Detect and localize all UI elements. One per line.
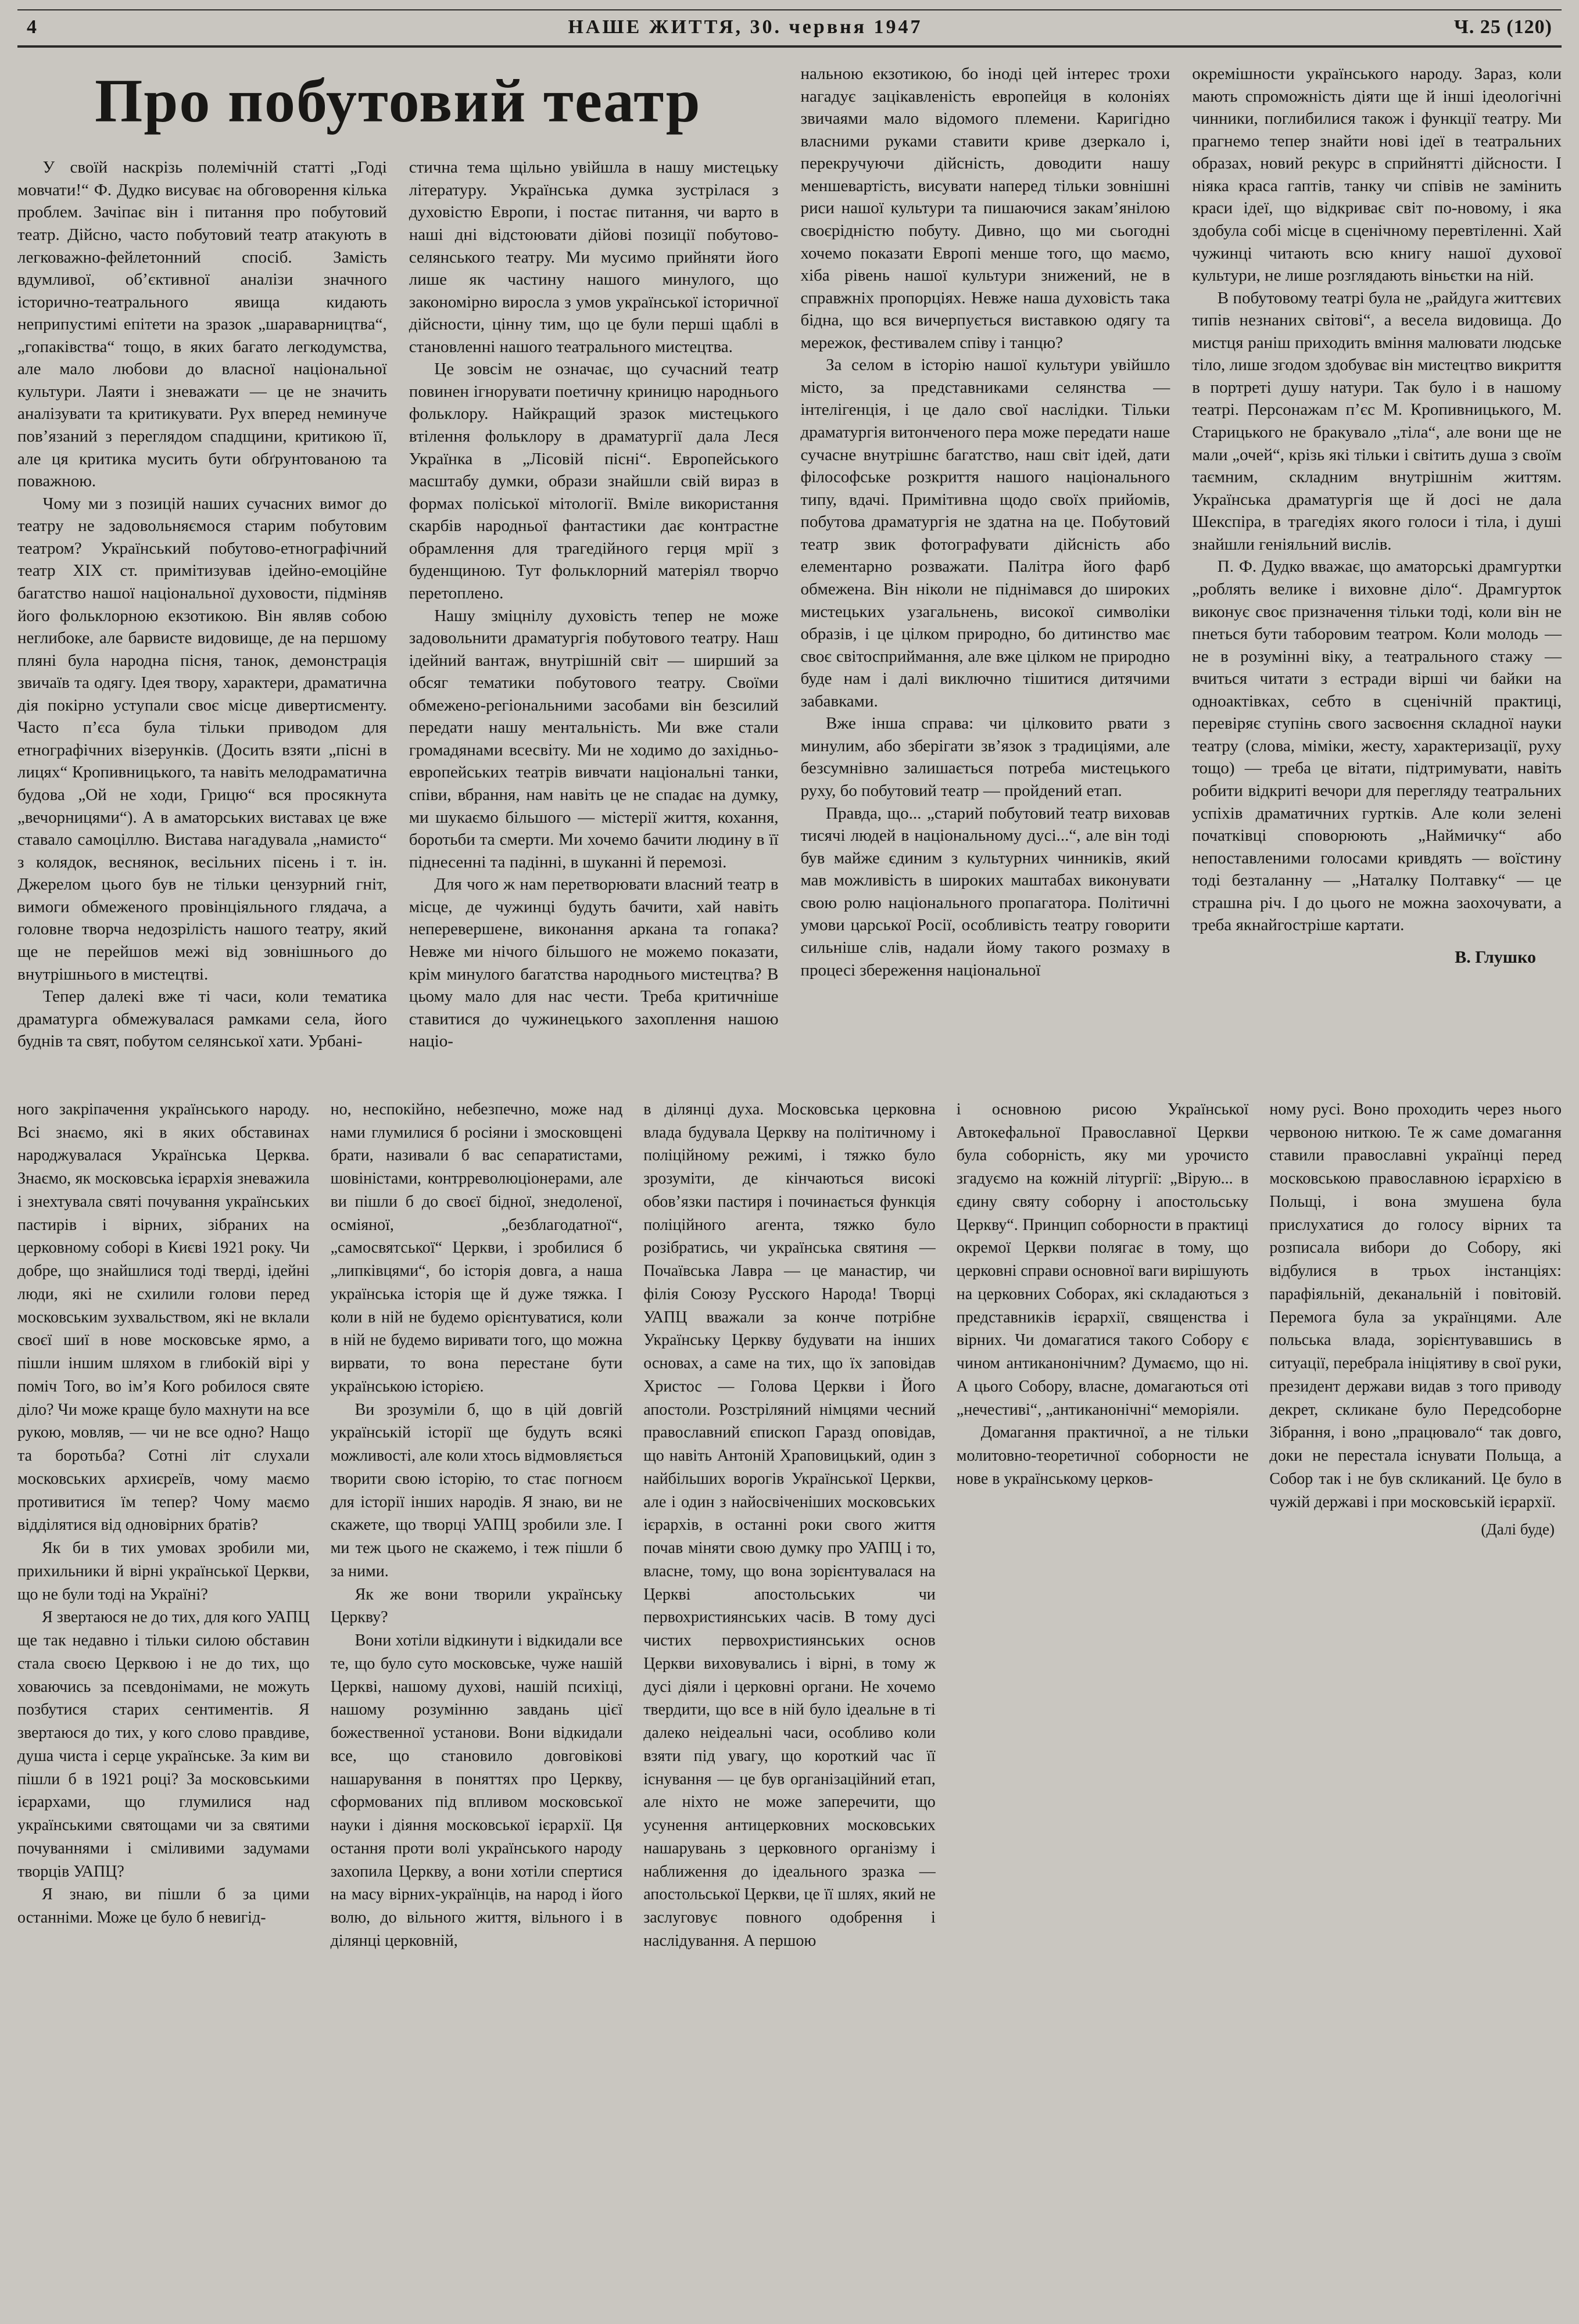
paragraph: Чому ми з позицій наших сучасних вимог до театру не задовольняємося старим побутовим театром? Український побутово-етнографічний театр XIX ст. примітизував ідейно-емоційне багатство нашої національної духовости, підміняв його фольклорною екзотикою. Він являв собою неглибоке, але барвисте видовище, де на першому пляні була народна пісня, танок, демонстрація звичаїв та одягу. Ідея твору, характери, драматична дія покірно уступали своє місце дивертисменту. Часто п’єса була тільки приводом для етнографічних візерунків. (Досить взяти „пісні в лицях“ Кропивницького, та навіть мелодраматична будова „Ой не ходи, Грицю“ вся просякнута „вечорницями“). А в аматорських виставах це вже ставало самоціллю. Вистава нагадувала „намисто“ з колядок, веснянок, весільних пісень і т. ін. Джерелом цього був не тільки цензурний гніт, вимоги обмеженого провінціяльного глядача, а головне творча недозрілість нашого театру, який ще не перейшов межі від зовнішнього до внутрішнього в мистецтві.	[17, 494, 387, 984]
paragraph: Тепер далекі вже ті часи, коли тематика драматурга обмежувалася рамками села, його буднів та свят, побутом селянської хати. Урбані-	[17, 987, 387, 1051]
second-article	[17, 1098, 1562, 1953]
article-column	[331, 1098, 623, 1953]
column-text	[801, 63, 1170, 981]
column-text	[1192, 63, 1562, 937]
paragraph: Для чого ж нам перетворювати власний театр в місце, де чужинці будуть бачити, хай навіть неперевершене, виконання аркана та гопака? Невже ми нічого більшого не можемо показати, крім минулого багатства народнього мистецтва? В цьому мало для нас чести. Треба критичніше ставитися до чужинецького захоплення нашою націо-	[409, 875, 779, 1051]
column-text	[1269, 1098, 1562, 1514]
paragraph: За селом в історію нашої культури увійшло місто, за представниками селянства — інтелігенція, і це дало свої наслідки. Тільки драматургія витонченого пера може передати наше сучасне внутрішнє багатство, наш світ ідей, дати філософське розкриття нашого національного типу, вдачі. Примітивна щодо своїх прийомів, побутова драматургія не здатна на це. Побутовий театр звик фотографувати дійсність або елементарно розважати. Палітра його фарб обмежена. Він ніколи не піднімався до широких мистецьких узагальнень, високої символіки образів, і це цілком природно, бо дитинство має своє світосприймання, але вже цілком не природно буде нам і далі виключно тішитися дитячими забавками.	[800, 356, 1170, 711]
paragraph: нальною екзотикою, бо іноді цей інтерес трохи нагадує зацікавленість европейця в колоніях звичаями мало відомого племени. Каригідно власними руками ставити криве дзеркало і, перекручуючи дійсність, доводити нашу меншевартість, висувати наперед тільки зовнішні риси нашої культури та пишаючися закам’янілою своєрідністю побуту. Дивно, що ми сьогодні хочемо показати Европі менше того, що маємо, хіба рівень нашої культури знижений, не в справжніх пропорціях. Невже наша духовість така бідна, що вся вичерпується виставкою одягу та мережок, фестивалем співу і танцю?	[800, 64, 1170, 352]
column-text	[643, 1098, 936, 1953]
column-text	[331, 1098, 623, 1953]
paragraph: Домагання практичної, а не тільки молитовно-теоретичної соборности не нове в українському церков-	[956, 1423, 1249, 1488]
column-text	[17, 156, 387, 1053]
paragraph: Вони хотіли відкинути і відкидали все те, що було суто московське, чуже нашій Церкві, нашому духові, нашій психіці, нашому розумінню завдань цієї божественної установи. Вони відкидали все, що становило довговікові нашарування в поняттях про Церкву, сформованих під впливом московської науки і діяння московської ієрархії. Ця остання проти волі українського народу захопила Церкву, а вони хотіли спертися на масу вірних-українців, на народ і його волю, до вільного життя, вільного і в ділянці церковній,	[330, 1631, 623, 1950]
article-column	[17, 156, 387, 1053]
paragraph: В побутовому театрі була не „райдуга життєвих типів незнаних світові“, а весела видовища. До мистця раніш приходить вміння малювати людське тіло, лише згодом здобуває він мистецтво викриття в портреті душу натури. Так було і в нашому театрі. Персонажам п’єс М. Кропивницького, М. Старицького не бракувало „тіла“, але вони ще не мали „очей“, крізь які тільки і світить душа з своїм таємним, складним внутрішнім життям. Українська драматургія ще й досі не дала Шекспіра, в трагедіях якого голоси і тіла, і душі знайшли геніяльний вислів.	[1192, 288, 1562, 554]
paragraph: П. Ф. Дудко вважає, що аматорські драмгуртки „роблять велике і виховне діло“. Драмгурток виконує своє призначення тільки тоді, коли він не пнеться бути таборовим театром. Коли молодь — не в розумінні віку, а театрального стажу — вчиться читати з естради вірші чи байки на одноактівках, себто в сценічній практиці, перевіряє ступінь свого засвоєння складної науки театру (слова, міміки, жесту, характеризації, руху тощо) — треба це вітати, підтримувати, навіть робити відкриті вечори для перегляду театральних успіхів драматичних гуртків. Але коли зелені початківці споворюють „Наймичку“ або непоставленими голосами кривдять — воїстину тоді безталанну — „Наталку Полтавку“ — це страшна річ. І до цього не можна заохочувати, а треба якнайгостріше картати.	[1192, 557, 1562, 935]
article-column	[801, 63, 1170, 981]
lead-article-left-half	[17, 63, 779, 1053]
page-header	[17, 9, 1562, 48]
paragraph: в ділянці духа. Московська церковна влада будувала Церкву на політичному і поліційному режимі, і тяжко було зрозуміти, де кінчаються високі обов’язки пастиря і починається функція поліційного агента, тяжко було розібратись, чи українська святиня — Почаївська Лавра — це манастир, чи філія Союзу Русского Народа! Творці УАПЦ вважали за конче потрібне Українську Церкву будувати на інших основах, а саме на тих, що їх заповідав Христос — Голова Церкви і Його апостоли. Розстріляний німцями чесний православний єпископ Гаразд оповідав, що навіть Антоній Храповицький, один з найбільших ворогів Української Церкви, але і один з найосвіченіших московських ієрархів, в останні роки свого життя почав міняти свою думку про УАПЦ і то, власне, тому, що вона зорієнтувалася на Церкві апостольських чи первохристиянських часів. В тому дусі чистих первохристиянських основ Церкви виховувались і вірні, в тому ж дусі діяли і церковні органи. Не хочемо твердити, що все в ній було ідеальне в ті далеко неідеальні часи, особливо коли взяти під увагу, що короткий час її існування — це був організаційний етап, але ніхто не може заперечити, що усунення антицерковних московських нашарувань з церковного організму і наближення до ідеального зразка — апостольської Церкви, це її шлях, який не заслуговує повного одобрення і наслідування. А першою	[643, 1100, 936, 1950]
paragraph: Я знаю, ви пішли б за цими останніми. Може це було б невигід-	[17, 1885, 310, 1927]
paragraph: Я звертаюся не до тих, для кого УАПЦ ще так недавно і тільки силою обставин стала своєю Церквою і не до тих, що ховаючись за псевдонімами, не можуть позбутися старих сентиментів. Я звертаюся до тих, у кого слово правдиве, душа чиста і серце українське. За ким ви пішли б в 1921 році? За московськими ієрархами, що глумилися над українськими святощами чи за святими почуваннями і сміливими задумами творців УАПЦ?	[17, 1608, 310, 1881]
article-column	[1192, 63, 1562, 981]
paragraph: Правда, що... „старий побутовий театр виховав тисячі людей в національному дусі...“, але він тоді був майже єдиним з культурних чинників, який мав можливість в широких маштабах виконувати свою ролю національного пропагатора. Політичні умови царської Росії, особливість театру говорити сильніше слів, надали йому такого розмаху в процесі збереження національної	[800, 804, 1170, 980]
column-text	[957, 1098, 1249, 1491]
issue-number: Ч. 25 (120)	[1453, 16, 1552, 38]
lead-article	[17, 48, 1562, 1053]
paragraph: стична тема щільно увійшла в нашу мистецьку літературу. Українська думка зустрілася з духовістю Европи, і постає питання, чи варто в наші дні відстоювати дійові позиції побутово-селянського театру. Ми мусимо прийняти його лише як частину нашого минулого, що закономірно виросла з умов української історичної дійсности, цінну тим, що це були перші щаблі в становленні нашого театрального мистецтва.	[409, 158, 779, 356]
column-text	[17, 1098, 310, 1930]
article-column	[409, 156, 779, 1053]
paragraph: окремішности українського народу. Зараз, коли мають спроможність діяти ще й інші ідеологічні чинники, поглибилися також і функції театру. Ми прагнемо тепер знайти нові ідеї в театральних образах, новий рекурс в сприйнятті дійсности. І ніяка краса гаптів, танку чи співів не замінить краси ідеї, що відкриває світ по-новому, і яка здобула собі місце в сценічному перевтіленні. Хай чужинці читають всю книгу нашої духової культури, не лише розглядають віньєтки на ній.	[1192, 64, 1562, 285]
page-number: 4	[27, 16, 37, 38]
paragraph: Вже інша справа: чи цілковито рвати з минулим, або зберігати зв’язок з традиціями, але безсумнівно залишається потреба мистецького руху, бо побутовий театр — пройдений етап.	[800, 714, 1170, 800]
continuation-note: (Далі буде)	[1481, 1520, 1555, 1538]
paragraph: Як би в тих умовах зробили ми, прихильники й вірні української Церкви, що не були тоді на Україні?	[17, 1539, 310, 1604]
paragraph: но, неспокійно, небезпечно, може над нами глумилися б росіяни і змосковщені брати, називали б вас сепаратистами, шовіністами, контрреволюціонерами, але ви пішли б до своєї бідної, знедоленої, осміяної, „безблагодатної“, „самосвятської“ Церкви, і зробилися б „липківцями“, бо історія довга, а наша українська історія ще й дуже тяжка. І коли в ній не будемо орієнтуватися, коли в ній не будемо виривати того, що можна вирвати, то вона перестане бути українською історією.	[330, 1100, 623, 1396]
paragraph: Як же вони творили українську Церкву?	[330, 1585, 623, 1627]
paragraph: У своїй наскрізь полемічній статті „Годі мовчати!“ Ф. Дудко висуває на обговорення кілька проблем. Зачіпає він і питання про побутовий театр. Дійсно, часто побутовий театр атакують в легковажно-фейлетонний спосіб. Замість вдумливої, об’єктивної аналізи значного історично-театрального явища кидають неприпустимі епітети на зразок „шараварництва“, „гопаківства“ тощо, в яких багато легкодумства, але мало любови до власної національної культури. Лаяти і зневажати — це не значить аналізувати та критикувати. Рух вперед неминуче пов’язаний з переглядом спадщини, критикою її, але ця критика мусить бути обґрунтованою та поважною.	[17, 158, 387, 491]
paragraph: і основною рисою Української Автокефальної Православної Церкви була соборність, яку ми урочисто згадуємо на кожній літургії: „Вірую... в єдину святу соборну і апостольську Церкву“. Принцип соборности в практиці окремої Церкви полягає в тому, що церковні справи основної ваги вирішують на церковних Соборах, які складаються з представників ієрархії, священства і вірних. Чи домагатися такого Собору є чином антиканонічним? Думаємо, що ні. А цього Собору, власне, домагаються оті „нечестиві“, „антиканонічні“ меморіяли.	[956, 1100, 1249, 1419]
article-column	[957, 1098, 1249, 1953]
masthead: НАШЕ ЖИТТЯ, 30. червня 1947	[568, 16, 923, 38]
paragraph: Ви зрозуміли б, що в цій довгій українській історії ще будуть всякі можливості, але коли хтось відмовляється творити свою історію, то стає погноєм для історії інших народів. Я знаю, ви не скажете, що творці УАПЦ зробили зле. І ми теж цього не скажемо, і теж пішли б за ними.	[330, 1400, 623, 1580]
author-signature: В. Глушко	[1455, 947, 1536, 967]
headline: Про побутовий театр	[94, 67, 701, 135]
column-text	[409, 156, 779, 1053]
paragraph: Це зовсім не означає, що сучасний театр повинен ігнорувати поетичну криницю народнього фольклору. Найкращий зразок мистецького втілення фольклору в драматургії дала Леся Українка в „Лісовій пісні“. Европейського масштабу думки, образи знайшли свій вираз в формах поліської мітології. Вміле використання скарбів народньої фантастики дає контрастне обрамлення для трагедійного герця мрії з буденщиною. Тут фольклорний матеріял творчо перетоплено.	[409, 360, 779, 602]
paragraph: ному русі. Воно проходить через нього червоною ниткою. Те ж саме домагання ставили православні українці перед московською православною ієрархією в Польщі, і вона змушена була прислухатися до голосу вірних та розписала вибори до Собору, які відбулися в трьох інстанціях: парафіяльній, деканальній і повітовій. Перемога була за українцями. Але польська влада, зорієнтувавшись в ситуації, перебрала ініціятиву в свої руки, президент держави видав з того приводу декрет, скликане було Передсоборне Зібрання, і воно „працювало“ так довго, доки не перестала існувати Польща, а Собор так і не був скликаний. Це було в чужій державі і при московській ієрархії.	[1269, 1100, 1562, 1511]
article-column	[17, 1098, 310, 1953]
paragraph: ного закріпачення українського народу. Всі знаємо, які в яких обставинах народжувалася Українська Церква. Знаємо, як московська ієрархія зневажила і знехтувала святі почування українських пастирів і вірних, зібраних на церковному соборі в Києві 1921 року. Чи добре, що знайшлися тоді тверді, ідейні люди, які не схилили голови перед московським зухвальством, які не вклали своєї шиї в нове московське ярмо, а пішли іншим шляхом в глибокій вірі у поміч Того, во ім’я Кого робилося святе діло? Чи може краще було махнути на все рукою, мовляв, — чи не все одно? Нащо та боротьба? Сотні літ слухали московських архиєреїв, чому маємо противитися їм тепер? Чому маємо відділятися від одновірних братів?	[17, 1100, 310, 1534]
article-column	[643, 1098, 936, 1953]
lead-article-right-half	[801, 63, 1562, 1053]
article-column	[1269, 1098, 1562, 1953]
paragraph: Нашу зміцнілу духовість тепер не може задовольнити драматургія побутового театру. Наш ідейний вантаж, внутрішній світ — ширший за обсяг тематики побутового театру. Своїми обмежено-регіональними засобами він безсилий передати нашу ментальність. Ми вже стали громадянами всесвіту. Ми не ходимо до західньо-европейських театрів вивчати національні танки, співи, вбрання, нам навіть це не спадає на думку, ми шукаємо більшого — містерії життя, кохання, боротьби та смерти. Ми хочемо бачити людину в її піднесенні та падінні, в шуканні й перемозі.	[409, 606, 779, 871]
